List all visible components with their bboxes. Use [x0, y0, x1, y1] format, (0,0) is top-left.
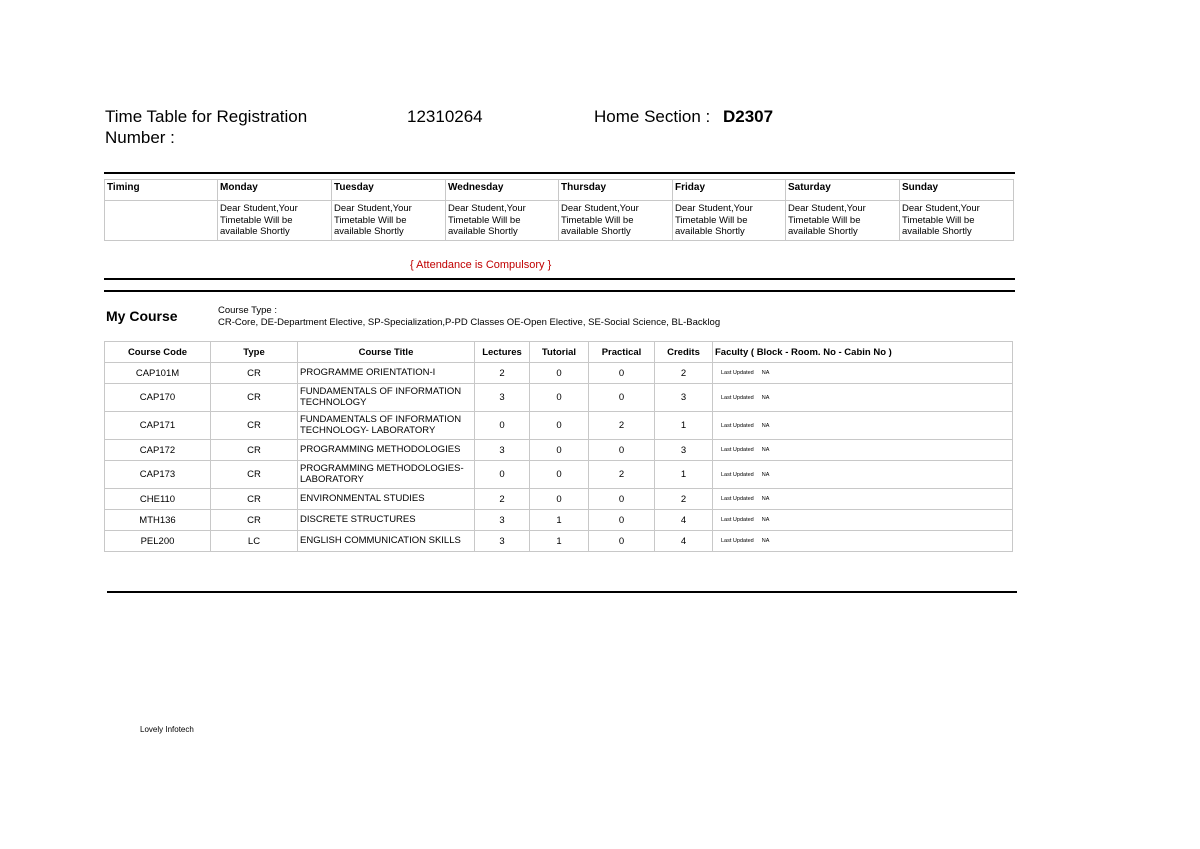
faculty-value: NA — [761, 538, 770, 544]
tutorial-cell: 0 — [530, 440, 589, 461]
tutorial-cell: 0 — [530, 412, 589, 440]
course-type-cell: CR — [211, 440, 298, 461]
practical-cell: 0 — [589, 510, 655, 531]
course-type-cell: CR — [211, 412, 298, 440]
last-updated-label: Last Updated — [721, 370, 754, 376]
divider-mid-2 — [104, 290, 1015, 292]
tutorial-cell: 0 — [530, 489, 589, 510]
timetable-header: Monday — [218, 180, 332, 201]
lectures-cell: 2 — [475, 363, 530, 384]
practical-cell: 2 — [589, 461, 655, 489]
course-type-label: Course Type : — [218, 305, 277, 316]
table-row — [105, 461, 1013, 489]
page-title: Time Table for Registration Number : — [105, 107, 308, 147]
lectures-cell: 3 — [475, 510, 530, 531]
tutorial-cell: 0 — [530, 384, 589, 412]
course-type-cell: CR — [211, 510, 298, 531]
course-title-cell: PROGRAMMING METHODOLOGIES- LABORATORY — [298, 461, 475, 489]
table-row — [105, 384, 1013, 412]
practical-cell: 0 — [589, 363, 655, 384]
timetable-row — [105, 201, 1014, 241]
course-code-cell: CAP171 — [105, 412, 211, 440]
course-code-cell: CHE110 — [105, 489, 211, 510]
column-header: Credits — [655, 342, 713, 363]
column-header: Lectures — [475, 342, 530, 363]
attendance-note: { Attendance is Compulsory } — [410, 259, 552, 271]
credits-cell: 1 — [655, 412, 713, 440]
timetable-cell: Dear Student,Your Timetable Will be available Shortly — [673, 201, 786, 241]
last-updated-label: Last Updated — [721, 394, 754, 401]
timetable-header: Friday — [673, 180, 786, 201]
timetable-header: Wednesday — [446, 180, 559, 201]
tutorial-cell: 1 — [530, 510, 589, 531]
course-title-cell: FUNDAMENTALS OF INFORMATION TECHNOLOGY- LABORATORY — [298, 412, 475, 440]
lectures-cell: 3 — [475, 531, 530, 552]
credits-cell: 2 — [655, 489, 713, 510]
credits-cell: 3 — [655, 440, 713, 461]
column-header: Practical — [589, 342, 655, 363]
course-type-cell: CR — [211, 461, 298, 489]
last-updated-label: Last Updated — [721, 538, 754, 544]
my-course-heading: My Course — [106, 308, 178, 324]
faculty-value: NA — [761, 496, 770, 502]
table-row — [105, 363, 1013, 384]
divider-mid-1 — [104, 278, 1015, 280]
home-section-value: D2307 — [723, 107, 774, 126]
timetable-header-row — [105, 180, 1014, 201]
column-header: Tutorial — [530, 342, 589, 363]
tutorial-cell: 1 — [530, 531, 589, 552]
course-type-cell: LC — [211, 531, 298, 552]
table-row — [105, 489, 1013, 510]
table-row — [105, 440, 1013, 461]
course-title-cell: FUNDAMENTALS OF INFORMATION TECHNOLOGY — [298, 384, 475, 412]
column-header: Course Code — [105, 342, 211, 363]
tutorial-cell: 0 — [530, 363, 589, 384]
timetable-cell: Dear Student,Your Timetable Will be available Shortly — [218, 201, 332, 241]
practical-cell: 2 — [589, 412, 655, 440]
table-row — [105, 412, 1013, 440]
lectures-cell: 0 — [475, 461, 530, 489]
column-header: Faculty ( Block - Room. No - Cabin No ) — [713, 342, 1013, 363]
timetable-header: Thursday — [559, 180, 673, 201]
faculty-value: NA — [761, 370, 770, 376]
practical-cell: 0 — [589, 489, 655, 510]
timetable-header: Tuesday — [332, 180, 446, 201]
course-code-cell: CAP101M — [105, 363, 211, 384]
course-code-cell: CAP172 — [105, 440, 211, 461]
course-title-cell: ENVIRONMENTAL STUDIES — [298, 489, 475, 510]
course-title-cell: PROGRAMMING METHODOLOGIES — [298, 440, 475, 461]
timetable-header: Saturday — [786, 180, 900, 201]
timetable-header: Timing — [105, 180, 218, 201]
table-row — [105, 510, 1013, 531]
faculty-value: NA — [761, 422, 770, 429]
credits-cell: 3 — [655, 384, 713, 412]
last-updated-label: Last Updated — [721, 447, 754, 453]
faculty-value: NA — [761, 394, 770, 401]
last-updated-label: Last Updated — [721, 471, 754, 478]
column-header: Type — [211, 342, 298, 363]
last-updated-label: Last Updated — [721, 496, 754, 502]
timetable — [104, 179, 1014, 241]
credits-cell: 4 — [655, 531, 713, 552]
credits-cell: 2 — [655, 363, 713, 384]
faculty-value: NA — [761, 447, 770, 453]
course-title-cell: ENGLISH COMMUNICATION SKILLS — [298, 531, 475, 552]
practical-cell: 0 — [589, 384, 655, 412]
course-code-cell: PEL200 — [105, 531, 211, 552]
faculty-cell — [713, 510, 1013, 531]
lectures-cell: 0 — [475, 412, 530, 440]
timetable-cell: Dear Student,Your Timetable Will be available Shortly — [786, 201, 900, 241]
timetable-cell: Dear Student,Your Timetable Will be available Shortly — [900, 201, 1014, 241]
lectures-cell: 2 — [475, 489, 530, 510]
course-type-description: CR-Core, DE-Department Elective, SP-Specialization,P-PD Classes OE-Open Elective, SE-Social Science, BL-Backlog — [218, 317, 721, 328]
lectures-cell: 3 — [475, 384, 530, 412]
course-code-cell: CAP170 — [105, 384, 211, 412]
course-type-cell: CR — [211, 363, 298, 384]
lectures-cell: 3 — [475, 440, 530, 461]
last-updated-label: Last Updated — [721, 517, 754, 523]
courses-body — [105, 363, 1013, 552]
faculty-cell — [713, 384, 1013, 412]
faculty-cell — [713, 489, 1013, 510]
column-header: Course Title — [298, 342, 475, 363]
timetable-cell: Dear Student,Your Timetable Will be available Shortly — [559, 201, 673, 241]
faculty-cell — [713, 531, 1013, 552]
timetable-cell: Dear Student,Your Timetable Will be available Shortly — [332, 201, 446, 241]
faculty-cell — [713, 440, 1013, 461]
course-title-cell: PROGRAMME ORIENTATION-I — [298, 363, 475, 384]
course-type-cell: CR — [211, 489, 298, 510]
practical-cell: 0 — [589, 440, 655, 461]
credits-cell: 1 — [655, 461, 713, 489]
table-row — [105, 531, 1013, 552]
timetable-cell — [105, 201, 218, 241]
faculty-cell — [713, 412, 1013, 440]
faculty-cell — [713, 363, 1013, 384]
practical-cell: 0 — [589, 531, 655, 552]
divider-top — [104, 172, 1015, 174]
faculty-value: NA — [761, 517, 770, 523]
faculty-cell — [713, 461, 1013, 489]
last-updated-label: Last Updated — [721, 422, 754, 429]
footer-text: Lovely Infotech — [140, 725, 194, 734]
timetable-header: Sunday — [900, 180, 1014, 201]
courses-table — [104, 341, 1013, 552]
tutorial-cell: 0 — [530, 461, 589, 489]
registration-number: 12310264 — [407, 107, 483, 126]
course-type-cell: CR — [211, 384, 298, 412]
credits-cell: 4 — [655, 510, 713, 531]
faculty-value: NA — [761, 471, 770, 478]
timetable-cell: Dear Student,Your Timetable Will be available Shortly — [446, 201, 559, 241]
home-section-label: Home Section : — [594, 107, 711, 126]
divider-bottom — [107, 591, 1017, 593]
course-title-cell: DISCRETE STRUCTURES — [298, 510, 475, 531]
course-code-cell: MTH136 — [105, 510, 211, 531]
courses-header-row — [105, 342, 1013, 363]
course-code-cell: CAP173 — [105, 461, 211, 489]
